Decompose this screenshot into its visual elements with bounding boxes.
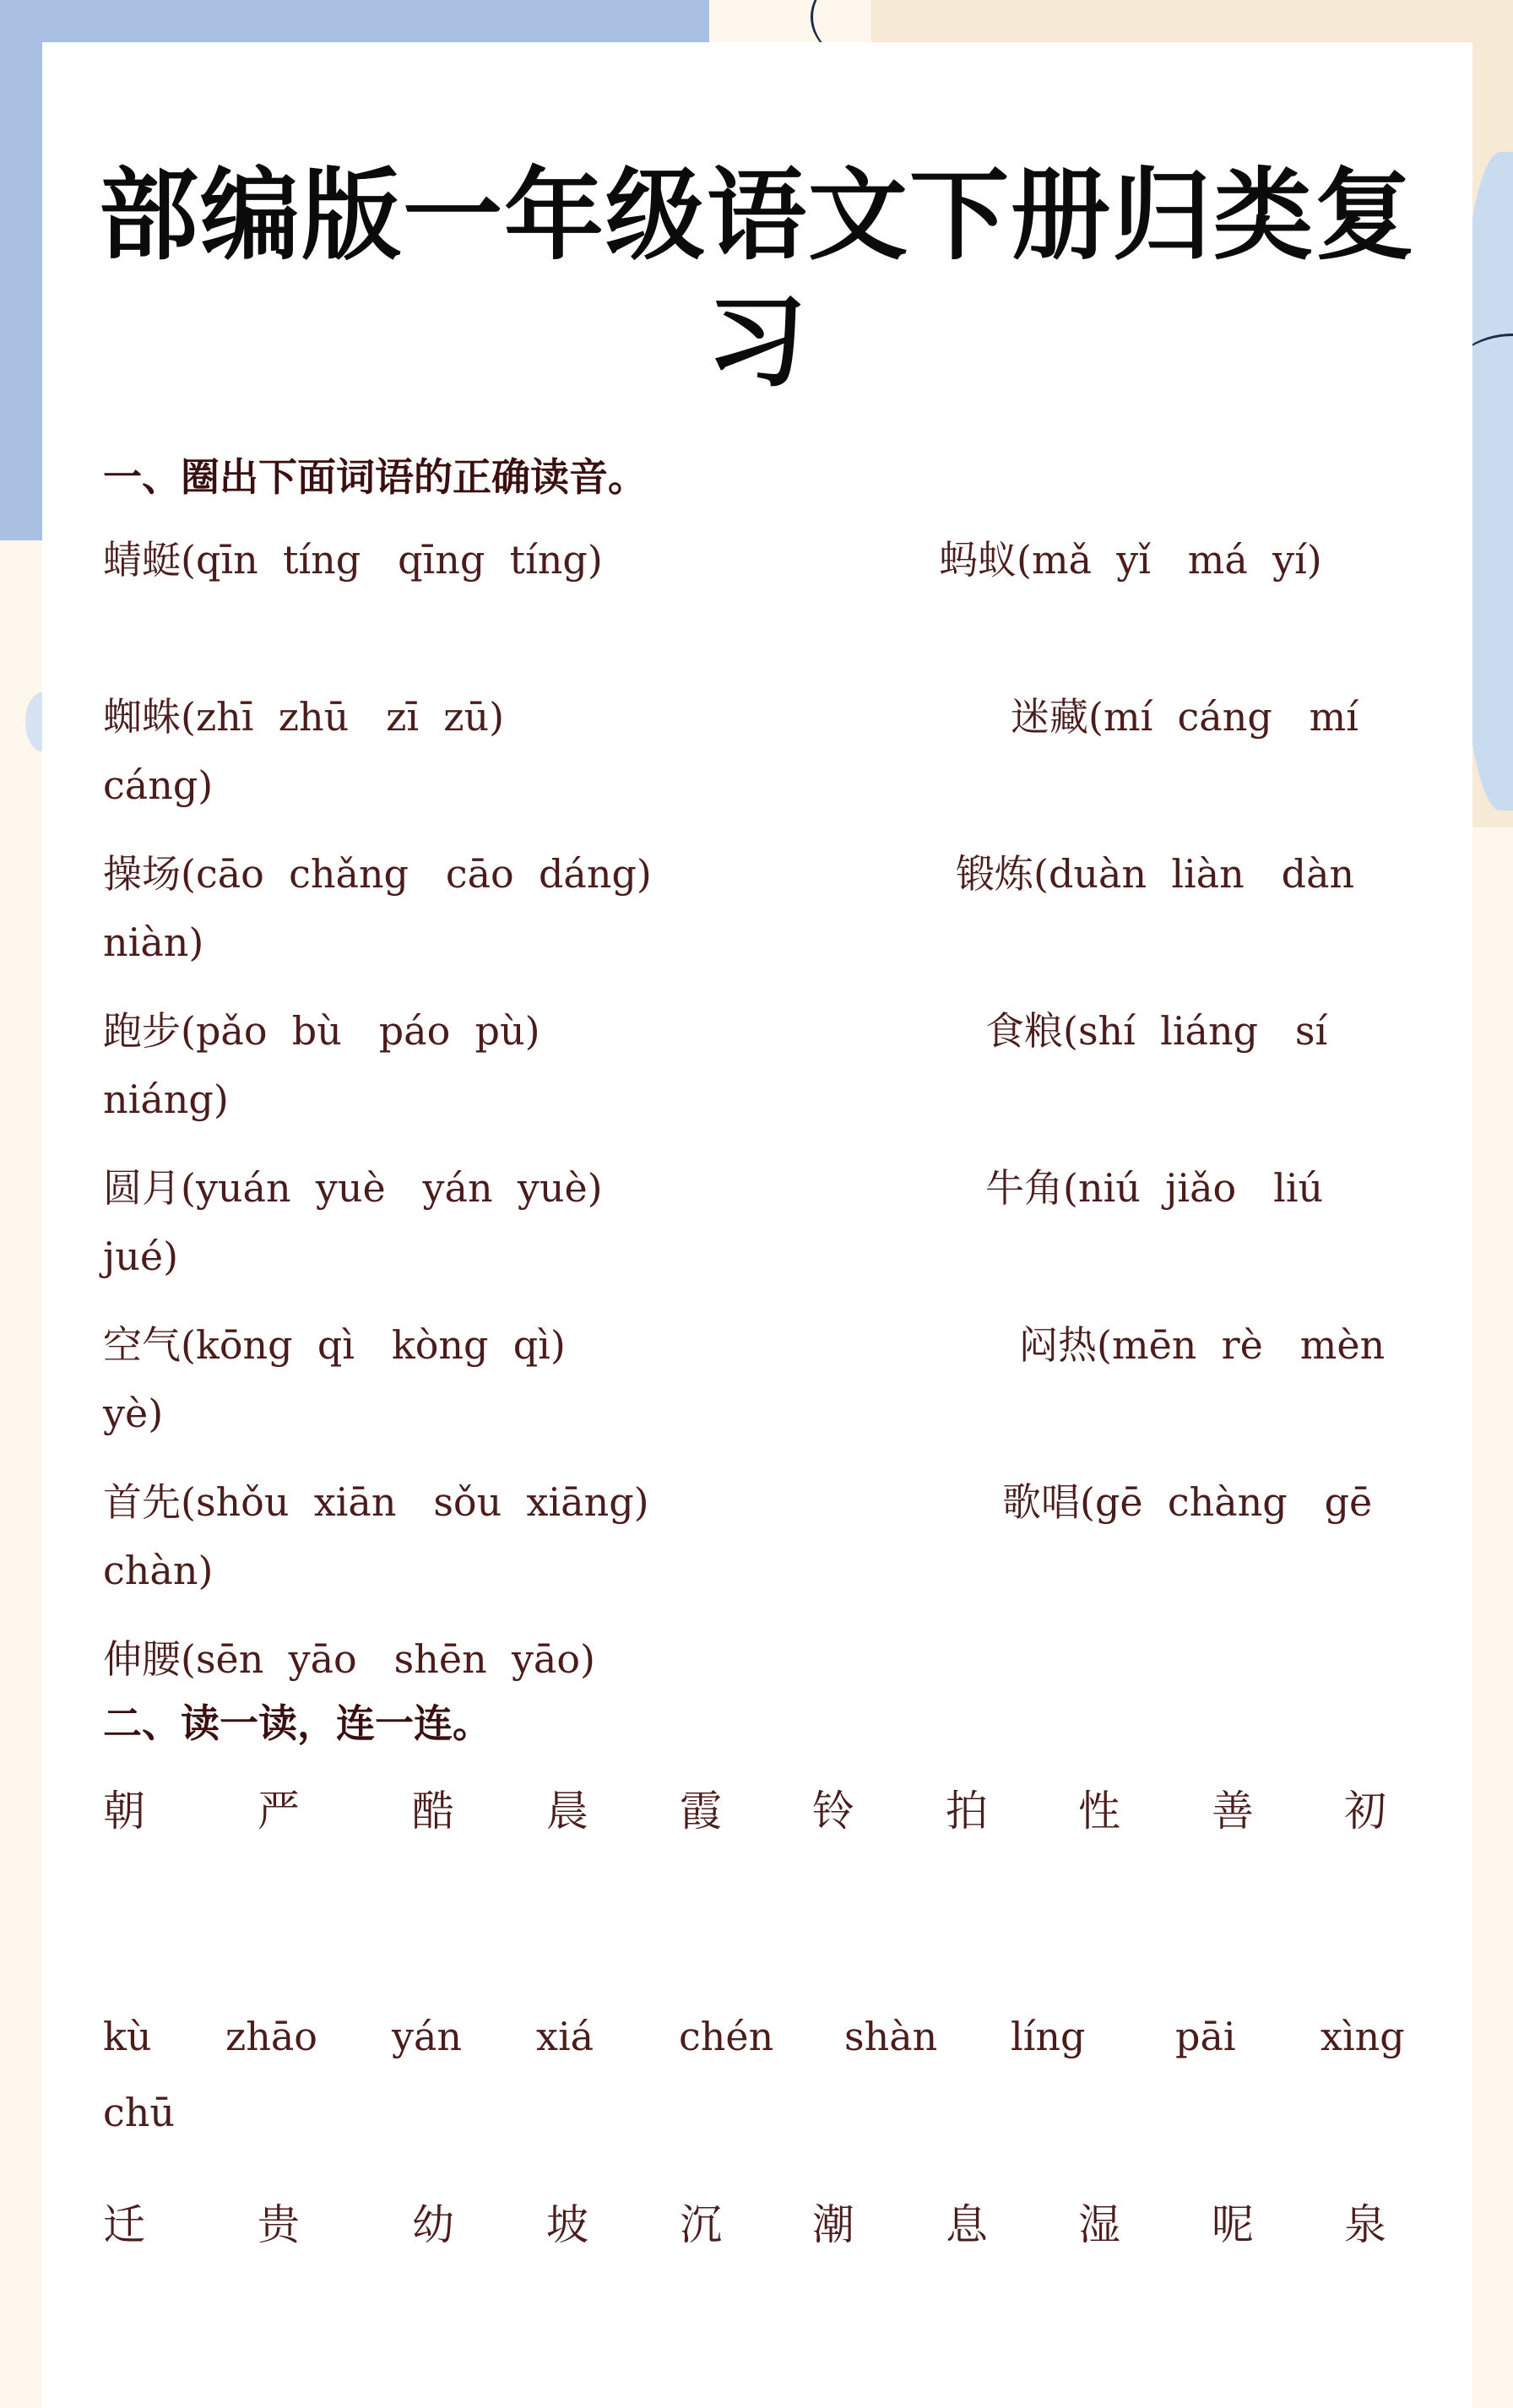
- section-2-heading: 二、读一读，连一连。: [103, 1700, 491, 1746]
- pinyin-question-row: [103, 828, 1420, 985]
- question-left: 蜘蛛(zhī zhū zī zū): [103, 694, 505, 740]
- question-right-wrap: cáng): [103, 762, 214, 808]
- pinyin-item-wrap: chū: [103, 2090, 176, 2135]
- pinyin-question-row: [103, 514, 1420, 671]
- pinyin-item: líng: [1011, 2014, 1086, 2059]
- pinyin-item: zhāo: [225, 2014, 317, 2059]
- pinyin-item: xìng: [1320, 2014, 1405, 2059]
- pinyin-question-row: [103, 671, 1420, 828]
- character-item: 泉: [1344, 2200, 1386, 2249]
- character-item: 善: [1212, 1787, 1254, 1836]
- character-item: 初: [1344, 1787, 1386, 1836]
- pinyin-question-row: [103, 985, 1420, 1142]
- pinyin-item: xiá: [536, 2014, 594, 2059]
- section-1-heading: 一、圈出下面词语的正确读音。: [103, 454, 647, 500]
- character-item: 拍: [946, 1787, 988, 1836]
- question-right-wrap: chàn): [103, 1548, 214, 1593]
- pinyin-item: chén: [679, 2014, 774, 2059]
- title-line-2: 习: [706, 284, 808, 400]
- character-item: 性: [1078, 1787, 1120, 1836]
- pinyin-question-row: [103, 1613, 1420, 1691]
- pinyin-question-row: [103, 1456, 1420, 1613]
- question-right-wrap: niàn): [103, 919, 204, 965]
- character-item: 幼: [412, 2200, 454, 2249]
- character-item: 霞: [680, 1787, 722, 1836]
- pinyin-item: pāi: [1175, 2014, 1236, 2059]
- pinyin-options-row: [103, 2005, 1420, 2174]
- question-right: 蚂蚁(mǎ yǐ má yí): [939, 537, 1322, 583]
- question-left: 伸腰(sēn yāo shēn yāo): [103, 1636, 595, 1682]
- character-item: 铃: [812, 1787, 854, 1836]
- character-item: 坡: [546, 2200, 588, 2249]
- question-right: 迷藏(mí cáng mí: [1011, 694, 1358, 740]
- character-item: 息: [946, 2200, 988, 2249]
- question-left: 蜻蜓(qīn tíng qīng tíng): [103, 537, 603, 583]
- matching-gap: [103, 1845, 1420, 2005]
- character-item: 酷: [412, 1787, 454, 1836]
- character-item: 呢: [1212, 2200, 1254, 2249]
- question-right-wrap: jué): [103, 1234, 179, 1279]
- pinyin-item: shàn: [844, 2014, 938, 2059]
- question-left: 空气(kōng qì kòng qì): [103, 1322, 566, 1368]
- question-right: 锻炼(duàn liàn dàn: [956, 851, 1355, 897]
- character-item: 迁: [103, 2200, 145, 2249]
- question-left: 操场(cāo chǎng cāo dáng): [103, 851, 652, 897]
- question-left: 圆月(yuán yuè yán yuè): [103, 1165, 603, 1211]
- question-right: 歌唱(gē chàng gē: [1002, 1479, 1373, 1525]
- character-item: 沉: [680, 2200, 722, 2249]
- character-item: 严: [258, 1787, 300, 1836]
- question-right: 牛角(niú jiǎo liú: [985, 1165, 1324, 1211]
- pinyin-question-row: [103, 1142, 1420, 1299]
- character-item: 朝: [103, 1787, 145, 1836]
- title-line-1: 部编版一年级语文下册归类复: [98, 157, 1416, 274]
- character-item: 湿: [1078, 2200, 1120, 2249]
- page-title: [42, 152, 1472, 405]
- character-item: 潮: [812, 2200, 854, 2249]
- pinyin-question-row: [103, 1299, 1420, 1456]
- pinyin-item: kù: [103, 2014, 152, 2059]
- question-left: 首先(shǒu xiān sǒu xiāng): [103, 1479, 649, 1525]
- question-right: 食粮(shí liáng sí: [985, 1008, 1328, 1054]
- worksheet-content: [103, 452, 1420, 2259]
- pinyin-item: yán: [392, 2014, 463, 2059]
- characters-top-row: [103, 1760, 1420, 1845]
- question-left: 跑步(pǎo bù páo pù): [103, 1008, 540, 1054]
- worksheet-paper: [42, 42, 1472, 2408]
- question-right-wrap: yè): [103, 1391, 164, 1436]
- character-item: 晨: [546, 1787, 588, 1836]
- question-right: 闷热(mēn rè mèn: [1019, 1322, 1386, 1368]
- characters-bottom-row: [103, 2174, 1420, 2259]
- character-item: 贵: [258, 2200, 300, 2249]
- question-right-wrap: niáng): [103, 1077, 229, 1122]
